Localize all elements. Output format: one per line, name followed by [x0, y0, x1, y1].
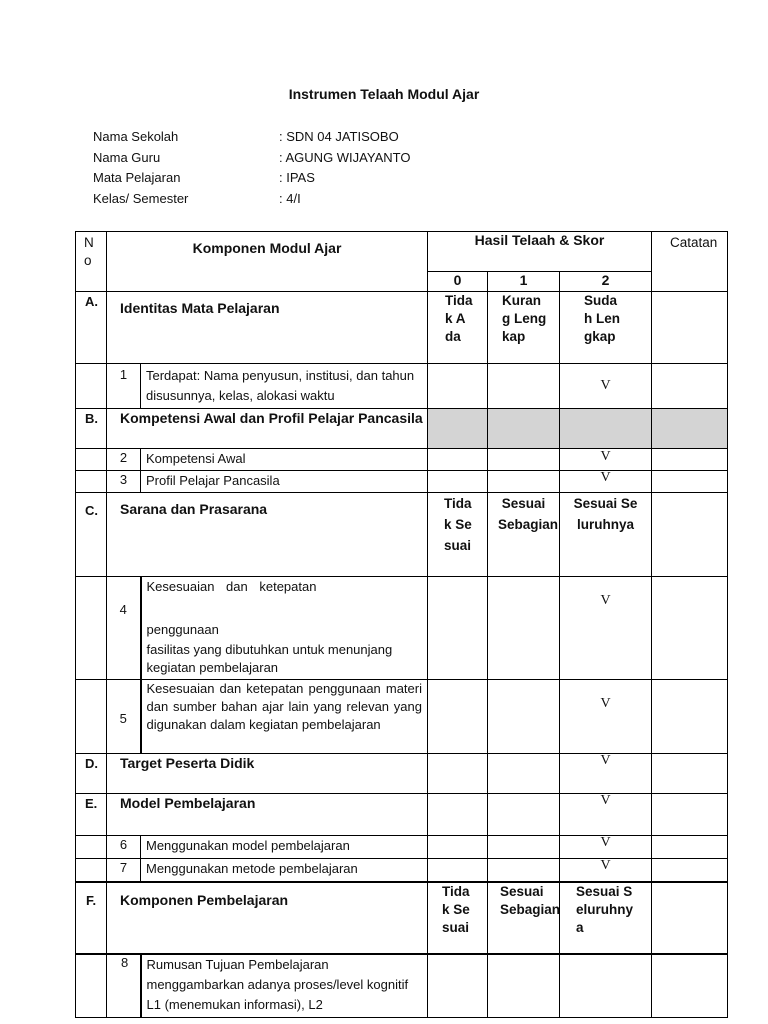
meta-value: : IPAS [279, 170, 315, 185]
item-number: 4 [107, 577, 141, 680]
meta-row-school [93, 127, 410, 148]
notes-cell [652, 882, 728, 954]
item-text-line: fasilitas yang dibutuhkan untuk menunjang kegiatan pembelajaran [146, 642, 393, 675]
item-text: Kompetensi Awal [141, 449, 428, 471]
section-no: B. [76, 409, 107, 449]
check-mark: V [560, 836, 652, 859]
item-row [76, 836, 728, 859]
item-text [141, 577, 428, 680]
meta-label: Nama Guru [93, 149, 161, 165]
section-no: C. [76, 493, 107, 577]
notes-cell [652, 493, 728, 577]
item-row [76, 449, 728, 471]
meta-label: Kelas/ Semester [93, 190, 189, 206]
score-0: 0 [428, 272, 488, 292]
check-mark: V [560, 364, 652, 409]
section-row-d [76, 754, 728, 794]
rubric-cell: Sesuai Sebagian [488, 882, 560, 954]
section-title: Komponen Pembelajaran [107, 882, 428, 954]
check-mark: V [560, 471, 652, 493]
shaded-cell [652, 409, 728, 449]
item-number: 8 [107, 954, 141, 1018]
score-1: 1 [488, 272, 560, 292]
rubric-cell: Sesuai Seluruhnya [560, 882, 652, 954]
item-row [76, 471, 728, 493]
meta-row-teacher [93, 148, 410, 169]
item-row [76, 954, 728, 1018]
item-number: 6 [107, 836, 141, 859]
meta-row-subject [93, 168, 410, 189]
item-text-line: Kesesuaian dan ketepatan [146, 579, 317, 594]
header-komponen: Komponen Modul Ajar [107, 232, 428, 292]
header-no: No [76, 232, 107, 292]
item-number: 2 [107, 449, 141, 471]
header-catatan: Catatan [652, 232, 728, 292]
shaded-cell [560, 409, 652, 449]
rubric-cell: Kurang Lengkap [488, 292, 560, 364]
section-row-b [76, 409, 728, 449]
shaded-cell [488, 409, 560, 449]
check-mark: V [560, 449, 652, 471]
section-title: Model Pembelajaran [107, 794, 428, 836]
section-row-e [76, 794, 728, 836]
check-mark: V [560, 754, 652, 794]
item-number: 3 [107, 471, 141, 493]
check-mark: V [560, 680, 652, 754]
section-no: E. [76, 794, 107, 836]
document-meta [93, 127, 410, 209]
rubric-cell: Sesuai Seluruhnya [560, 493, 652, 577]
item-text: Kesesuaian dan ketepatan penggunaan materi dan sumber bahan ajar lain yang relevan yang digunakan dalam kegiatan pembelajaran [141, 680, 428, 754]
item-number: 5 [107, 680, 141, 754]
item-text: Profil Pelajar Pancasila [141, 471, 428, 493]
score-2: 2 [560, 272, 652, 292]
review-table [75, 231, 728, 1018]
section-title: Target Peserta Didik [107, 754, 428, 794]
section-no: F. [76, 882, 107, 954]
item-row [76, 859, 728, 883]
item-text: Menggunakan model pembelajaran [141, 836, 428, 859]
check-mark: V [560, 794, 652, 836]
notes-cell [652, 292, 728, 364]
rubric-cell: Sesuai Sebagian [488, 493, 560, 577]
item-text-line: penggunaan [146, 622, 219, 637]
section-title: Sarana dan Prasarana [107, 493, 428, 577]
table-header-row [76, 232, 728, 272]
item-number: 1 [107, 364, 141, 409]
rubric-cell: Sudah Lengkap [560, 292, 652, 364]
section-row-c [76, 493, 728, 577]
check-mark: V [560, 577, 652, 680]
section-title: Identitas Mata Pelajaran [107, 292, 428, 364]
section-no: D. [76, 754, 107, 794]
item-row [76, 680, 728, 754]
check-mark: V [560, 859, 652, 883]
meta-label: Mata Pelajaran [93, 170, 181, 185]
meta-row-class [93, 189, 410, 210]
meta-value: : AGUNG WIJAYANTO [279, 149, 411, 165]
item-number: 7 [107, 859, 141, 883]
page-title: Instrumen Telaah Modul Ajar [288, 86, 480, 102]
section-row-f [76, 882, 728, 954]
rubric-cell: Tidak Sesuai [428, 493, 488, 577]
item-text: Rumusan Tujuan Pembelajaran menggambarkan adanya proses/level kognitif L1 (menemukan informasi), L2 [141, 954, 428, 1018]
item-text: Menggunakan metode pembelajaran [141, 859, 428, 883]
shaded-cell [428, 409, 488, 449]
item-row [76, 364, 728, 409]
section-no: A. [76, 292, 107, 364]
section-row-a [76, 292, 728, 364]
rubric-cell: Tidak Sesuai [428, 882, 488, 954]
meta-value: : 4/I [279, 190, 301, 206]
rubric-cell: Tidak Ada [428, 292, 488, 364]
header-hasil: Hasil Telaah & Skor [428, 232, 652, 272]
item-text: Terdapat: Nama penyusun, institusi, dan tahun disusunnya, kelas, alokasi waktu [141, 364, 428, 409]
item-row [76, 577, 728, 680]
meta-value: : SDN 04 JATISOBO [279, 129, 399, 144]
meta-label: Nama Sekolah [93, 129, 179, 144]
section-title: Kompetensi Awal dan Profil Pelajar Pancasila [107, 409, 428, 449]
